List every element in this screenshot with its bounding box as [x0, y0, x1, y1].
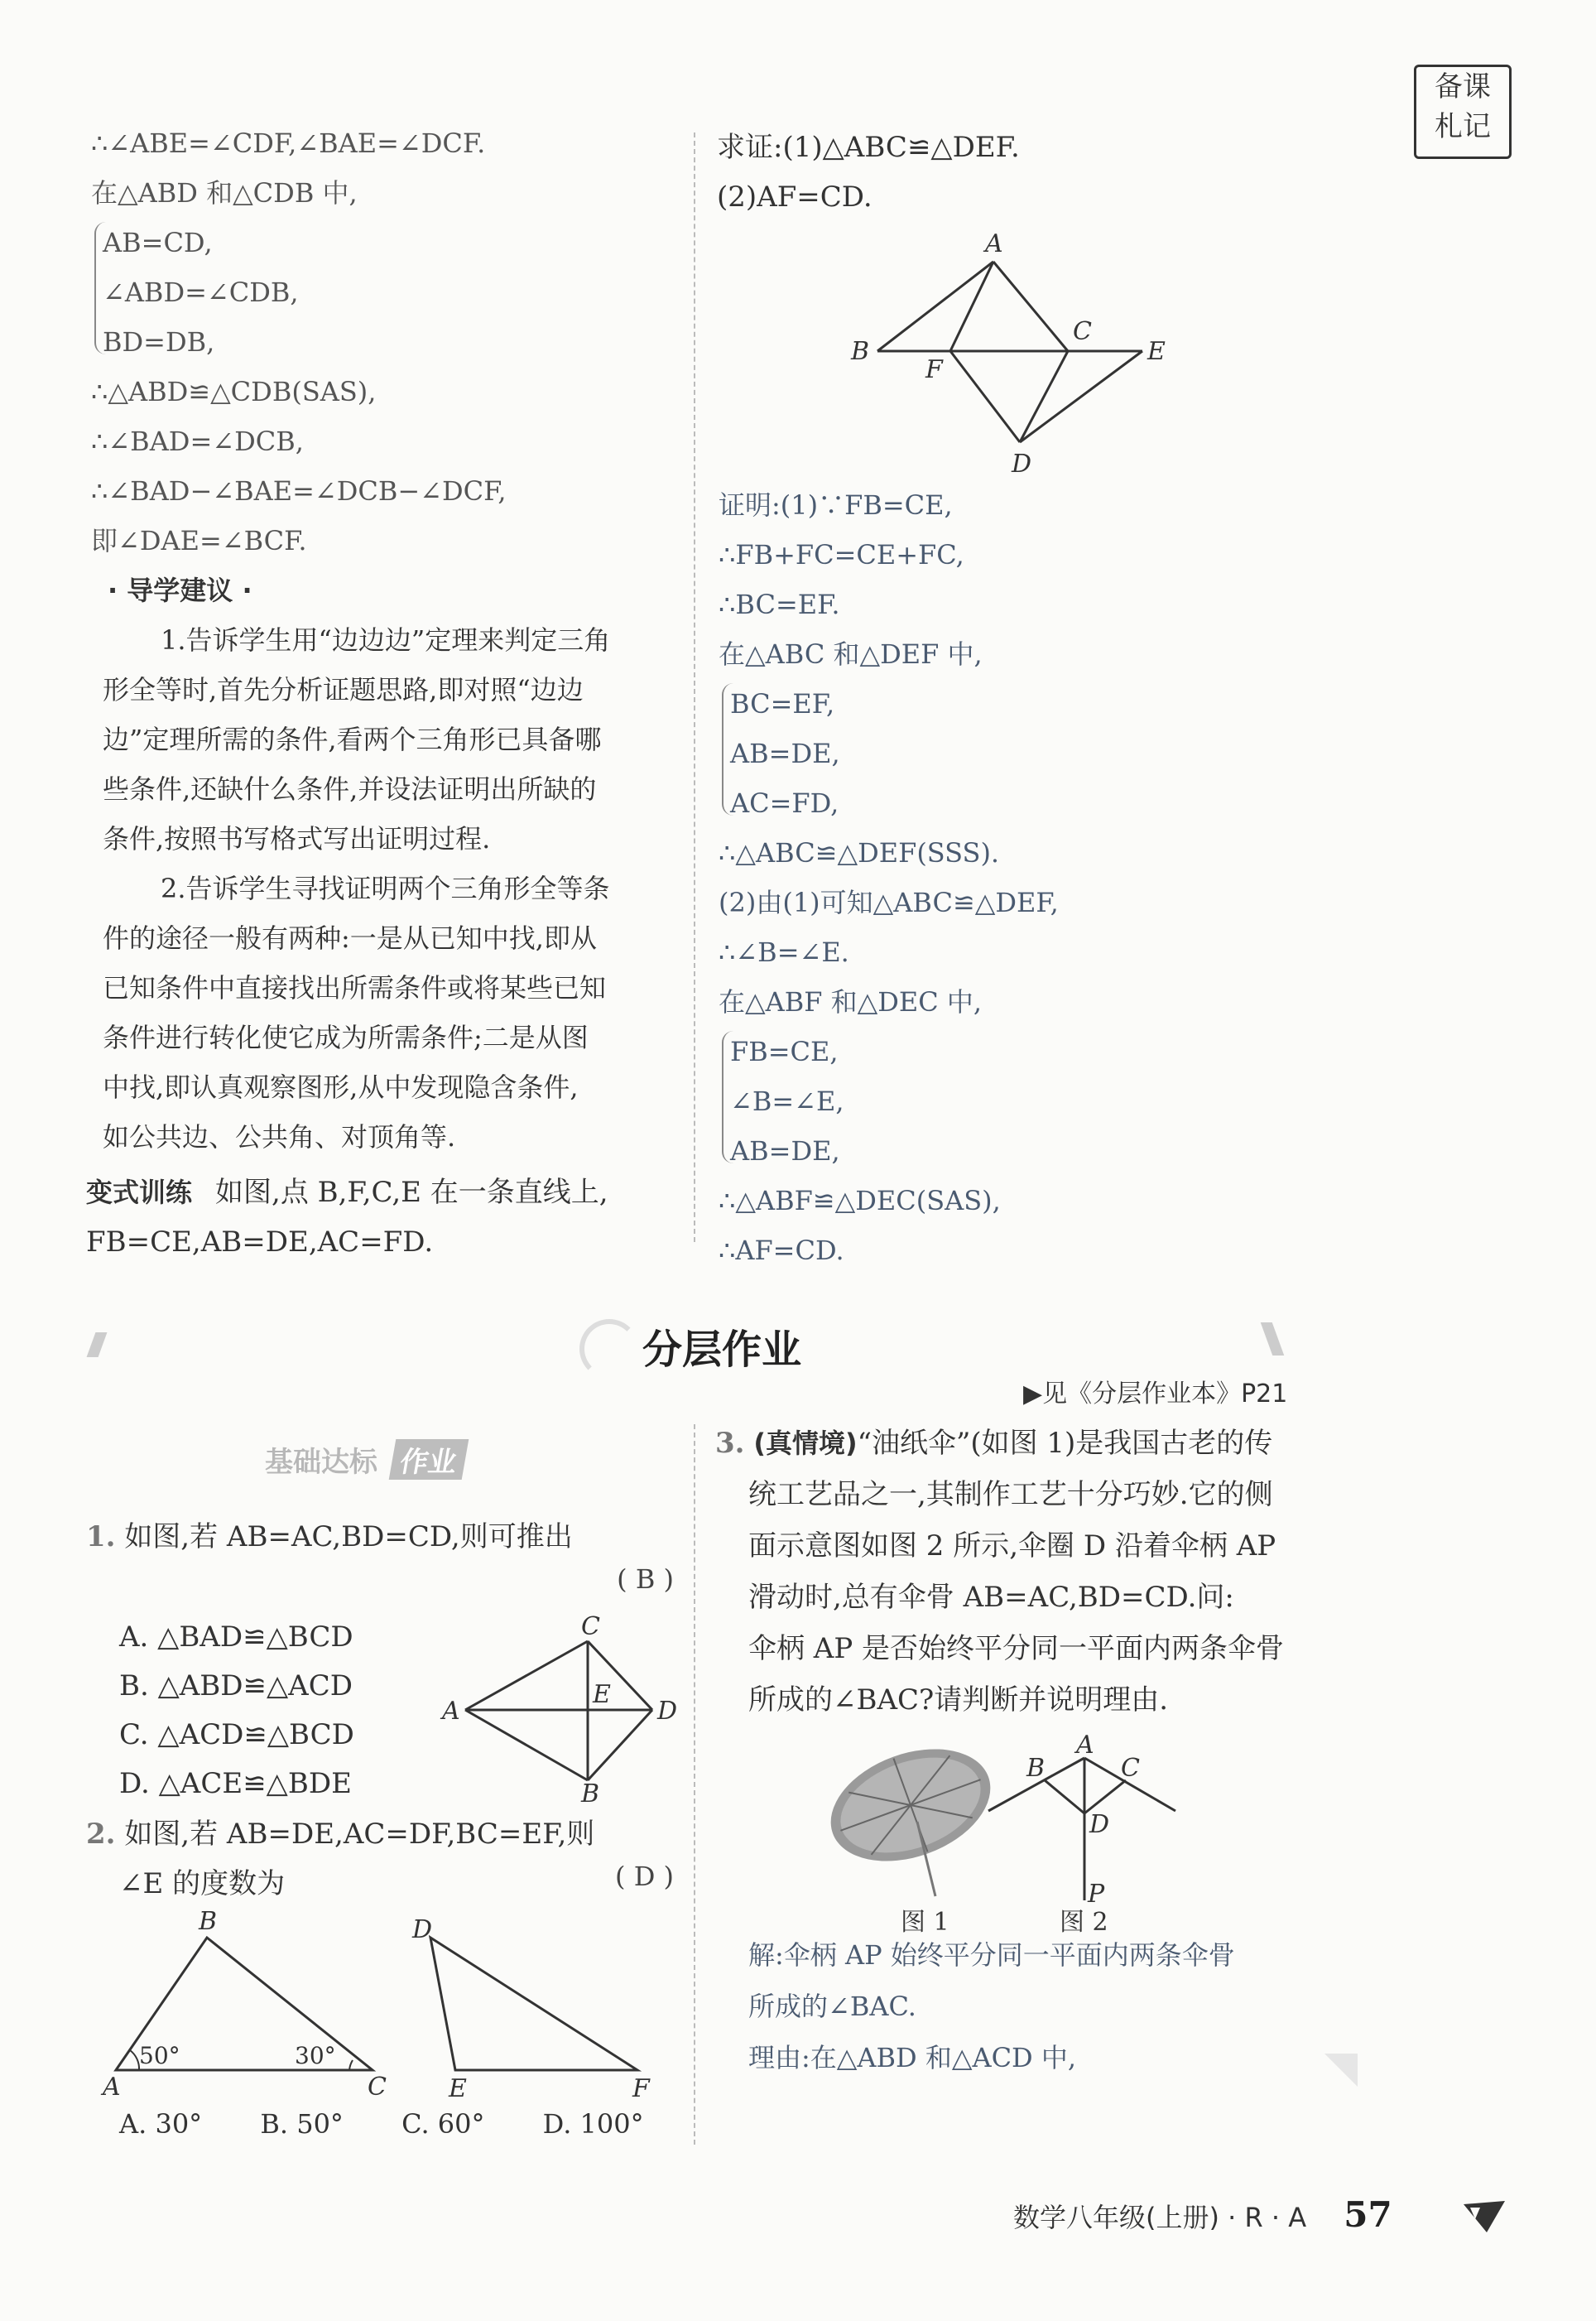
- label-b: B: [851, 337, 870, 366]
- page-number: 57: [1344, 2194, 1392, 2235]
- label-e: E: [593, 1680, 611, 1709]
- label-a: A: [985, 229, 1003, 258]
- label-a: A: [442, 1697, 460, 1726]
- proof-system: [91, 218, 507, 367]
- q3-stem-line: “油纸伞”(如图 1)是我国古老的传: [857, 1427, 1273, 1460]
- q1-option-c: C. △ACD≌△BCD: [119, 1718, 354, 1751]
- solution-line: 解:伞柄 AP 始终平分同一平面内两条伞骨: [748, 1939, 1235, 1971]
- proof-line: ∴∠BAD=∠DCB,: [91, 426, 304, 457]
- basic-tag: [265, 1439, 465, 1480]
- guide-line: 如公共边、公共角、对顶角等.: [103, 1121, 456, 1153]
- label-e: E: [1147, 337, 1166, 366]
- brace: [722, 1031, 735, 1163]
- proof-line: BC=EF,: [730, 688, 835, 720]
- seg-ac: [993, 262, 1068, 351]
- q3-solution: [748, 1929, 1235, 2083]
- angle-arc-a: [130, 2050, 139, 2070]
- angle-arc-c: [349, 2060, 353, 2070]
- basic-tag-badge: 作业: [389, 1439, 469, 1480]
- guide-line: 1.告诉学生用“边边边”定理来判定三角: [161, 624, 611, 656]
- proof-line: ∴△ABC≌△DEF(SSS).: [719, 837, 1000, 869]
- header-slash-left: [87, 1332, 108, 1357]
- label-b: B: [1026, 1754, 1046, 1783]
- variant: [86, 1168, 608, 1267]
- proof-line: BD=DB,: [103, 326, 215, 358]
- proof-line: AB=DE,: [730, 738, 840, 769]
- corner-badge: [1414, 65, 1512, 159]
- footer-arrow-icon: [1459, 2196, 1508, 2237]
- proof-line: ∴FB+FC=CE+FC,: [719, 539, 964, 571]
- seg-af: [950, 262, 993, 351]
- guide-line: 条件,按照书写格式写出证明过程.: [103, 823, 491, 855]
- label-f: F: [632, 2074, 650, 2103]
- question-3: [715, 1418, 1284, 1726]
- proof-line: 在△ABD 和△CDB 中,: [91, 177, 358, 209]
- proof-line: ∴∠B=∠E.: [719, 937, 849, 968]
- proof-system: [719, 679, 1059, 828]
- decor-triangle: [1324, 2054, 1358, 2087]
- guide-title: · 导学建议 ·: [108, 575, 252, 606]
- guide-line: 形全等时,首先分析证题思路,即对照“边边: [103, 674, 584, 705]
- q3-stem-line: 面示意图如图 2 所示,伞圈 D 沿着伞柄 AP: [748, 1529, 1276, 1563]
- variant-line2: FB=CE,AB=DE,AC=FD.: [86, 1226, 434, 1259]
- seg-bd: [588, 1710, 652, 1780]
- guide-line: 件的途径一般有两种:一是从已知中找,即从: [103, 922, 597, 954]
- label-p: P: [1088, 1880, 1105, 1909]
- corner-badge-line2: 札记: [1435, 110, 1491, 143]
- variant-line1: 如图,点 B,F,C,E 在一条直线上,: [215, 1176, 608, 1209]
- label-e: E: [449, 2074, 467, 2103]
- q2-stem2: ∠E 的度数为: [119, 1867, 286, 1900]
- umbrella-diagram: [977, 1735, 1200, 1917]
- q3-stem-line: 统工艺品之一,其制作工艺十分巧妙.它的侧: [748, 1478, 1273, 1511]
- footer: [1013, 2194, 1392, 2235]
- proof-line: 证明:(1)∵FB=CE,: [719, 489, 953, 521]
- q1-number: 1.: [86, 1520, 116, 1553]
- label-c: C: [581, 1615, 600, 1641]
- proof-line: ∴△ABD≌△CDB(SAS),: [91, 376, 377, 407]
- prove-line1: 求证:(1)△ABC≌△DEF.: [717, 131, 1020, 164]
- guide-line: 已知条件中直接找出所需条件或将某些已知: [103, 972, 607, 1004]
- proof-line: ∴AF=CD.: [719, 1235, 844, 1266]
- proof-line: (2)由(1)可知△ABC≌△DEF,: [719, 887, 1059, 918]
- proof-line: ∴BC=EF.: [719, 589, 840, 620]
- label-d: D: [657, 1697, 678, 1726]
- q2-answer: ( D ): [615, 1861, 674, 1892]
- guide-line: 中找,即认真观察图形,从中发现隐含条件,: [103, 1071, 579, 1103]
- proof-line: 在△ABF 和△DEC 中,: [719, 986, 983, 1018]
- q1-options: [119, 1613, 354, 1808]
- q3-stem-line: 所成的∠BAC?请判断并说明理由.: [748, 1683, 1169, 1717]
- proof-line: ∠ABD=∠CDB,: [103, 277, 299, 308]
- basic-tag-text: 基础达标: [265, 1446, 377, 1479]
- column-divider-top: [694, 132, 695, 1242]
- right-proof: [719, 480, 1059, 1275]
- footer-text: 数学八年级(上册) · R · A: [1013, 2202, 1307, 2233]
- proof-system: [719, 1027, 1059, 1176]
- label-f: F: [925, 355, 943, 384]
- solution-line: 所成的∠BAC.: [748, 1991, 916, 2022]
- seg-cd: [1084, 1780, 1126, 1813]
- prove-block: [717, 123, 1020, 222]
- q1-stem: 如图,若 AB=AC,BD=CD,则可推出: [124, 1520, 573, 1553]
- angle-c-label: 30°: [295, 2042, 336, 2069]
- question-1: [86, 1512, 674, 1595]
- q3-number: 3.: [715, 1427, 745, 1460]
- label-b: B: [581, 1779, 600, 1805]
- label-a: A: [103, 2073, 121, 2102]
- label-b: B: [199, 1907, 218, 1936]
- q3-stem-line: 滑动时,总有伞骨 AB=AC,BD=CD.问:: [748, 1581, 1234, 1614]
- label-a: A: [1076, 1735, 1094, 1760]
- label-d: D: [1012, 450, 1032, 479]
- brace: [94, 222, 108, 354]
- label-c: C: [368, 2073, 387, 2102]
- proof-line: AB=CD,: [103, 227, 213, 258]
- seg-ac: [465, 1641, 588, 1710]
- proof-line: 在△ABC 和△DEF 中,: [719, 638, 983, 670]
- left-proof: [91, 118, 507, 566]
- proof-line: ∠B=∠E,: [730, 1086, 844, 1117]
- label-d: D: [1089, 1810, 1110, 1839]
- q1-option-a: A. △BAD≌△BCD: [119, 1620, 353, 1654]
- section-ref: ▶见《分层作业本》P21: [1023, 1380, 1288, 1408]
- seg-ab: [465, 1710, 588, 1780]
- q2-option-a: A. 30°: [119, 2108, 203, 2140]
- guide-line: 边”定理所需的条件,看两个三角形已具备哪: [103, 724, 602, 755]
- q1-option-d: D. △ACE≌△BDE: [119, 1767, 352, 1800]
- solution-line: 理由:在△ABD 和△ACD 中,: [748, 2042, 1077, 2073]
- q1-option-b: B. △ABD≌△ACD: [119, 1669, 353, 1702]
- proof-line: FB=CE,: [730, 1036, 839, 1067]
- section-title: 分层作业: [642, 1327, 802, 1373]
- section-header: [83, 1312, 1291, 1379]
- angle-a-label: 50°: [139, 2042, 180, 2069]
- guide-line: 些条件,还缺什么条件,并设法证明出所缺的: [103, 773, 597, 805]
- q2-option-c: C. 60°: [401, 2108, 485, 2140]
- prove-line2: (2)AF=CD.: [717, 181, 873, 214]
- q1-answer: ( B ): [617, 1563, 674, 1595]
- column-divider-bottom: [694, 1424, 695, 2145]
- variant-label: 变式训练: [86, 1177, 193, 1208]
- guide-line: 2.告诉学生寻找证明两个三角形全等条: [161, 873, 610, 904]
- proof-line: ∴△ABF≌△DEC(SAS),: [719, 1185, 1001, 1216]
- seg-fd: [950, 351, 1020, 442]
- proof-line: 即∠DAE=∠BCF.: [91, 525, 307, 556]
- seg-bd: [1045, 1780, 1084, 1813]
- proof-line: AC=FD,: [730, 787, 839, 819]
- proof-line: AB=DE,: [730, 1135, 840, 1167]
- umbrella-photo: [820, 1739, 1002, 1904]
- q2-option-d: D. 100°: [542, 2108, 644, 2140]
- fig1-caption: 图 1: [901, 1908, 949, 1937]
- label-c: C: [1073, 317, 1092, 346]
- corner-badge-line1: 备课: [1435, 70, 1491, 104]
- figure-triangles: [91, 1904, 671, 2103]
- q3-tag: (真情境): [753, 1428, 858, 1459]
- brace: [722, 683, 735, 816]
- label-c: C: [1121, 1754, 1140, 1783]
- triangle-def: [430, 1938, 637, 2070]
- header-swirl-icon: [579, 1319, 639, 1379]
- question-2: [86, 1809, 674, 1909]
- guide-para1: [103, 615, 666, 1162]
- header-slash-right: [1261, 1322, 1285, 1356]
- seg-ab: [877, 262, 993, 351]
- q3-stem-line: 伞柄 AP 是否始终平分同一平面内两条伞骨: [748, 1632, 1285, 1665]
- guide-line: 条件进行转化使它成为所需条件;二是从图: [103, 1022, 589, 1053]
- proof-line: ∴∠BAD−∠BAE=∠DCB−∠DCF,: [91, 475, 507, 507]
- proof-line: ∴∠ABE=∠CDF,∠BAE=∠DCF.: [91, 128, 486, 159]
- figure-bfce: [828, 215, 1192, 480]
- q2-options: [119, 2108, 644, 2140]
- q2-stem1: 如图,若 AB=DE,AC=DF,BC=EF,则: [124, 1818, 595, 1851]
- q2-number: 2.: [86, 1818, 116, 1851]
- label-d: D: [412, 1915, 433, 1944]
- fig2-caption: 图 2: [1060, 1908, 1108, 1937]
- seg-dc: [1020, 351, 1068, 442]
- figure-kite: [439, 1615, 687, 1805]
- q2-option-b: B. 50°: [260, 2108, 344, 2140]
- seg-de: [1020, 351, 1142, 442]
